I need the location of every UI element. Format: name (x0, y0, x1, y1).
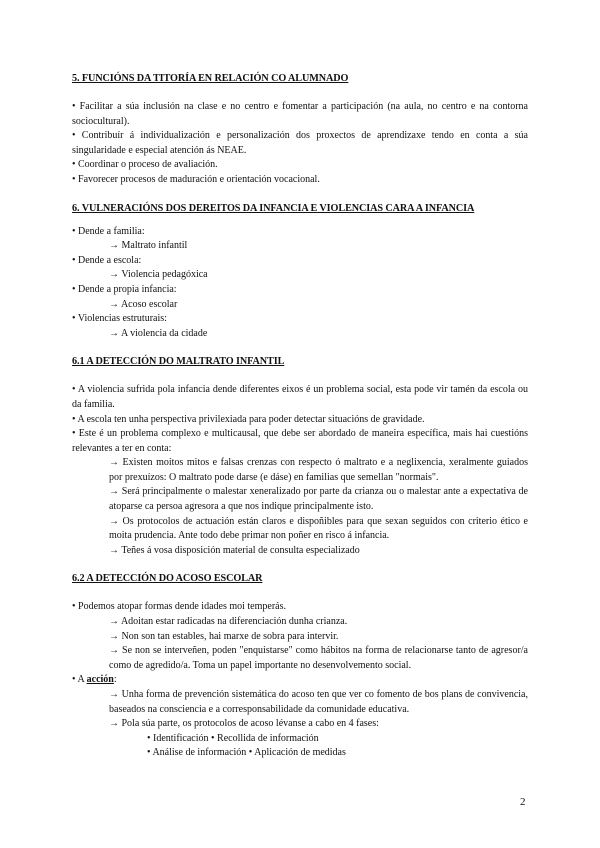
list-item: • Dende a escola: (72, 254, 142, 266)
accion-bullet: • A (72, 674, 87, 686)
list-subitem: → Pola súa parte, os protocolos de acoso lévanse a cabo en 4 fases: (109, 718, 379, 730)
section-6-heading: 6. VULNERACIÓNS DOS DEREITOS DA INFANCIA E VIOLENCIAS CARA A INFANCIA (72, 202, 475, 214)
list-item: • Favorecer procesos de maduración e orientación vocacional. (72, 173, 320, 185)
list-subitem: → Unha forma de prevención sistemática do acoso ten que ver co fomento de bos plans de convivencia, baseados na consciencia e a corresponsabilidade da comunidade educativa. (109, 689, 528, 715)
list-subitem: → Será principalmente o malestar xeneralizado por parte da crianza ou o malestar ante a expectativa de atoparse ca persoa agresora a que nos indique principalmente isto. (109, 486, 528, 513)
list-subitem: → Non son tan estables, hai marxe de sobra para intervir. (109, 630, 339, 642)
section-6-1-list (72, 383, 528, 558)
list-subitem: → Violencia pedagóxica (109, 269, 208, 281)
accion-word: acción (86, 674, 114, 686)
list-item: • A escola ten unha perspectiva privilexiada para poder detectar situacións de gravidade. (72, 413, 425, 425)
section-6-2-heading: 6.2 A DETECCIÓN DO ACOSO ESCOLAR (72, 573, 263, 585)
list-subitem: → Maltrato infantil (109, 240, 188, 252)
page-number: 2 (520, 796, 526, 808)
list-item: • Dende a propia infancia: (72, 283, 177, 295)
section-5-list (72, 100, 528, 188)
accion-colon: : (113, 674, 117, 686)
section-6-2-list (72, 600, 528, 761)
list-item: • Dende a familia: (72, 225, 145, 237)
page-content (72, 72, 528, 761)
list-item: • Podemos atopar formas dende idades moi temperás. (72, 601, 286, 613)
section-5-heading: 5. FUNCIÓNS DA TITORÍA EN RELACIÓN CO ALUMNADO (72, 73, 349, 84)
list-item-accion (72, 673, 528, 688)
list-subitem: → A violencia da cidade (109, 327, 208, 339)
list-subitem: → Existen moitos mitos e falsas crenzas con respecto ó maltrato e a neglixencia, xeralmente guiados por prexuízos: O maltrato pode darse (e dáse) en familias que semellan "normais". (109, 457, 528, 483)
list-subitem: → Os protocolos de actuación están claros e dispoñibles para que sexan seguidos con criterio ético e moita prudencia. Ante todo debe primar non poñer en risco á infancia. (109, 515, 528, 542)
list-subitem: → Se non se interveñen, poden "enquistarse" como hábitos na forma de relacionarse tanto de agresor/a como de agredido/a. Toma un papel importante no desenvolvemento social. (109, 645, 528, 671)
section-6-1-heading: 6.1 A DETECCIÓN DO MALTRATO INFANTIL (72, 356, 285, 368)
list-subsubitem: • Identificación • Recollida de información (147, 732, 319, 744)
list-item: • Coordinar o proceso de avaliación. (72, 159, 218, 171)
list-item: • Contribuír á individualización e personalización dos proxectos de aprendizaxe tendo en conta a súa singularidade e especial atención ás NEAE. (72, 130, 528, 156)
list-item: • Este é un problema complexo e multicausal, que debe ser abordado de maneira específica, mais hai cuestións relevantes a ter en conta: (72, 428, 528, 454)
list-item: • Facilitar a súa inclusión na clase e no centro e fomentar a participación (na aula, no centro e na contorna sociocultural). (72, 101, 528, 127)
list-item: • Violencias estruturais: (72, 313, 167, 325)
section-6-list (72, 225, 528, 342)
list-subitem: → Teñes á vosa disposición material de consulta especializado (109, 544, 360, 556)
list-subsubitem: • Análise de información • Aplicación de medidas (147, 747, 346, 759)
list-subitem: → Adoitan estar radicadas na diferenciación dunha crianza. (109, 616, 348, 628)
list-item: • A violencia sufrida pola infancia dende diferentes eixos é un problema social, esta pode vir tamén da escola ou da familia. (72, 384, 528, 410)
list-subitem: → Acoso escolar (109, 298, 178, 310)
